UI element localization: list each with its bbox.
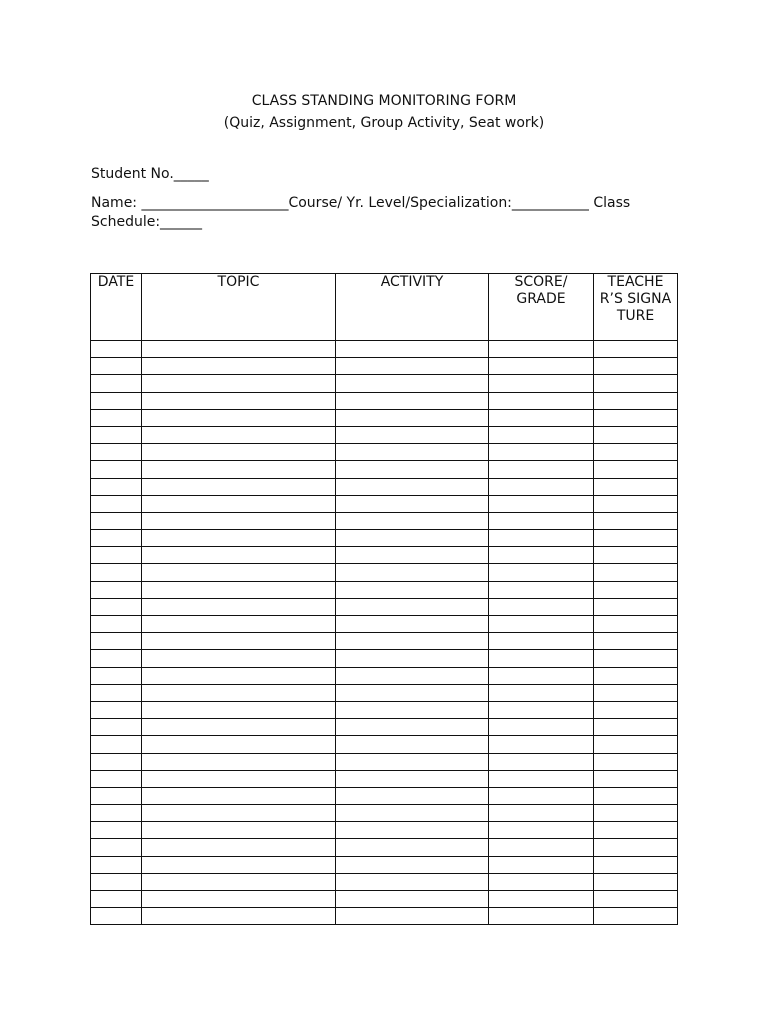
cell-activity[interactable] [336, 581, 489, 598]
cell-activity[interactable] [336, 478, 489, 495]
cell-teachers-signature[interactable] [594, 667, 678, 684]
table-row [91, 787, 678, 804]
cell-date[interactable] [91, 461, 142, 478]
cell-teachers-signature[interactable] [594, 891, 678, 908]
cell-date[interactable] [91, 358, 142, 375]
cell-score-grade[interactable] [489, 616, 594, 633]
cell-date[interactable] [91, 633, 142, 650]
cell-teachers-signature[interactable] [594, 805, 678, 822]
cell-date[interactable] [91, 873, 142, 890]
cell-teachers-signature[interactable] [594, 736, 678, 753]
table-row [91, 616, 678, 633]
cell-teachers-signature[interactable] [594, 581, 678, 598]
cell-score-grade[interactable] [489, 426, 594, 443]
cell-score-grade[interactable] [489, 805, 594, 822]
table-row [91, 444, 678, 461]
cell-score-grade[interactable] [489, 564, 594, 581]
cell-score-grade[interactable] [489, 341, 594, 358]
cell-topic[interactable] [142, 839, 336, 856]
cell-teachers-signature[interactable] [594, 375, 678, 392]
cell-date[interactable] [91, 719, 142, 736]
cell-date[interactable] [91, 392, 142, 409]
table-row [91, 701, 678, 718]
cell-score-grade[interactable] [489, 650, 594, 667]
form-title: CLASS STANDING MONITORING FORM [251, 93, 517, 109]
table-row [91, 891, 678, 908]
cell-activity[interactable] [336, 426, 489, 443]
cell-topic[interactable] [142, 564, 336, 581]
header-teachers-signature-label: TEACHER’S SIGNATURE [599, 274, 672, 324]
cell-teachers-signature[interactable] [594, 598, 678, 615]
cell-date[interactable] [91, 341, 142, 358]
cell-activity[interactable] [336, 375, 489, 392]
cell-activity[interactable] [336, 856, 489, 873]
table-row [91, 461, 678, 478]
cell-teachers-signature[interactable] [594, 856, 678, 873]
cell-date[interactable] [91, 684, 142, 701]
cell-teachers-signature[interactable] [594, 341, 678, 358]
cell-teachers-signature[interactable] [594, 426, 678, 443]
table-row [91, 633, 678, 650]
cell-topic[interactable] [142, 478, 336, 495]
cell-topic[interactable] [142, 598, 336, 615]
cell-topic[interactable] [142, 667, 336, 684]
cell-date[interactable] [91, 581, 142, 598]
cell-score-grade[interactable] [489, 822, 594, 839]
cell-date[interactable] [91, 616, 142, 633]
cell-score-grade[interactable] [489, 392, 594, 409]
cell-teachers-signature[interactable] [594, 719, 678, 736]
cell-topic[interactable] [142, 873, 336, 890]
table-body [91, 341, 678, 925]
cell-topic[interactable] [142, 495, 336, 512]
cell-date[interactable] [91, 856, 142, 873]
cell-teachers-signature[interactable] [594, 770, 678, 787]
cell-score-grade[interactable] [489, 530, 594, 547]
cell-teachers-signature[interactable] [594, 839, 678, 856]
header-score-grade [489, 274, 594, 341]
cell-teachers-signature[interactable] [594, 616, 678, 633]
cell-activity[interactable] [336, 409, 489, 426]
cell-score-grade[interactable] [489, 753, 594, 770]
table-row [91, 908, 678, 925]
cell-activity[interactable] [336, 684, 489, 701]
table-row [91, 409, 678, 426]
cell-activity[interactable] [336, 341, 489, 358]
cell-teachers-signature[interactable] [594, 701, 678, 718]
cell-teachers-signature[interactable] [594, 461, 678, 478]
cell-activity[interactable] [336, 822, 489, 839]
cell-score-grade[interactable] [489, 375, 594, 392]
cell-date[interactable] [91, 650, 142, 667]
cell-score-grade[interactable] [489, 461, 594, 478]
cell-activity[interactable] [336, 444, 489, 461]
cell-teachers-signature[interactable] [594, 478, 678, 495]
cell-activity[interactable] [336, 392, 489, 409]
cell-activity[interactable] [336, 701, 489, 718]
cell-activity[interactable] [336, 891, 489, 908]
cell-score-grade[interactable] [489, 581, 594, 598]
table-row [91, 770, 678, 787]
cell-score-grade[interactable] [489, 512, 594, 529]
table-row [91, 753, 678, 770]
cell-score-grade[interactable] [489, 478, 594, 495]
cell-topic[interactable] [142, 770, 336, 787]
cell-teachers-signature[interactable] [594, 684, 678, 701]
cell-topic[interactable] [142, 822, 336, 839]
cell-activity[interactable] [336, 908, 489, 925]
table-row [91, 530, 678, 547]
cell-topic[interactable] [142, 650, 336, 667]
cell-score-grade[interactable] [489, 891, 594, 908]
cell-topic[interactable] [142, 856, 336, 873]
cell-activity[interactable] [336, 787, 489, 804]
cell-topic[interactable] [142, 891, 336, 908]
cell-topic[interactable] [142, 736, 336, 753]
cell-score-grade[interactable] [489, 684, 594, 701]
cell-activity[interactable] [336, 616, 489, 633]
cell-date[interactable] [91, 444, 142, 461]
cell-date[interactable] [91, 598, 142, 615]
cell-activity[interactable] [336, 530, 489, 547]
cell-teachers-signature[interactable] [594, 495, 678, 512]
cell-teachers-signature[interactable] [594, 444, 678, 461]
table-row [91, 873, 678, 890]
cell-teachers-signature[interactable] [594, 633, 678, 650]
cell-score-grade[interactable] [489, 719, 594, 736]
cell-topic[interactable] [142, 392, 336, 409]
cell-topic[interactable] [142, 633, 336, 650]
cell-score-grade[interactable] [489, 701, 594, 718]
cell-date[interactable] [91, 512, 142, 529]
cell-topic[interactable] [142, 787, 336, 804]
cell-date[interactable] [91, 426, 142, 443]
header-score-grade-label: SCORE/ GRADE [514, 274, 568, 307]
monitoring-table [90, 273, 678, 925]
cell-activity[interactable] [336, 495, 489, 512]
header-activity [336, 274, 489, 341]
cell-date[interactable] [91, 736, 142, 753]
cell-score-grade[interactable] [489, 598, 594, 615]
cell-teachers-signature[interactable] [594, 392, 678, 409]
table-row [91, 598, 678, 615]
cell-teachers-signature[interactable] [594, 530, 678, 547]
cell-date[interactable] [91, 822, 142, 839]
cell-topic[interactable] [142, 512, 336, 529]
cell-score-grade[interactable] [489, 736, 594, 753]
cell-activity[interactable] [336, 358, 489, 375]
cell-activity[interactable] [336, 667, 489, 684]
cell-score-grade[interactable] [489, 358, 594, 375]
header-topic-label: TOPIC [217, 274, 260, 290]
cell-topic[interactable] [142, 444, 336, 461]
cell-activity[interactable] [336, 873, 489, 890]
table-row [91, 512, 678, 529]
cell-activity[interactable] [336, 547, 489, 564]
cell-activity[interactable] [336, 598, 489, 615]
cell-score-grade[interactable] [489, 839, 594, 856]
cell-activity[interactable] [336, 736, 489, 753]
cell-date[interactable] [91, 770, 142, 787]
cell-topic[interactable] [142, 719, 336, 736]
cell-date[interactable] [91, 839, 142, 856]
table-row [91, 822, 678, 839]
cell-score-grade[interactable] [489, 770, 594, 787]
table-row [91, 495, 678, 512]
table-row [91, 547, 678, 564]
cell-topic[interactable] [142, 805, 336, 822]
table-row [91, 581, 678, 598]
cell-topic[interactable] [142, 547, 336, 564]
cell-activity[interactable] [336, 719, 489, 736]
cell-teachers-signature[interactable] [594, 908, 678, 925]
cell-date[interactable] [91, 547, 142, 564]
table-row [91, 805, 678, 822]
cell-teachers-signature[interactable] [594, 650, 678, 667]
table-row [91, 856, 678, 873]
table-row [91, 650, 678, 667]
cell-topic[interactable] [142, 426, 336, 443]
cell-activity[interactable] [336, 564, 489, 581]
cell-teachers-signature[interactable] [594, 512, 678, 529]
cell-teachers-signature[interactable] [594, 547, 678, 564]
cell-activity[interactable] [336, 839, 489, 856]
cell-date[interactable] [91, 805, 142, 822]
table-row [91, 839, 678, 856]
cell-topic[interactable] [142, 581, 336, 598]
cell-score-grade[interactable] [489, 444, 594, 461]
table-row [91, 426, 678, 443]
cell-topic[interactable] [142, 701, 336, 718]
header-teachers-signature [594, 274, 678, 341]
cell-teachers-signature[interactable] [594, 787, 678, 804]
cell-activity[interactable] [336, 461, 489, 478]
cell-activity[interactable] [336, 770, 489, 787]
table-row [91, 375, 678, 392]
table-row [91, 736, 678, 753]
cell-score-grade[interactable] [489, 633, 594, 650]
cell-topic[interactable] [142, 358, 336, 375]
schedule-field[interactable]: Schedule:______ [91, 214, 203, 230]
cell-date[interactable] [91, 701, 142, 718]
header-date-label: DATE [97, 274, 135, 290]
cell-score-grade[interactable] [489, 908, 594, 925]
table-row [91, 341, 678, 358]
cell-topic[interactable] [142, 684, 336, 701]
table-header-row [91, 274, 678, 341]
student-no-field[interactable]: Student No._____ [91, 166, 209, 182]
table-row [91, 667, 678, 684]
cell-date[interactable] [91, 753, 142, 770]
cell-topic[interactable] [142, 409, 336, 426]
cell-date[interactable] [91, 530, 142, 547]
cell-activity[interactable] [336, 805, 489, 822]
cell-date[interactable] [91, 667, 142, 684]
cell-teachers-signature[interactable] [594, 822, 678, 839]
cell-teachers-signature[interactable] [594, 873, 678, 890]
table-row [91, 684, 678, 701]
cell-score-grade[interactable] [489, 873, 594, 890]
cell-date[interactable] [91, 891, 142, 908]
name-course-field[interactable]: Name: _____________________Course/ Yr. Level/Specialization:___________ Class [91, 195, 631, 211]
cell-date[interactable] [91, 409, 142, 426]
table-row [91, 478, 678, 495]
cell-score-grade[interactable] [489, 667, 594, 684]
cell-topic[interactable] [142, 375, 336, 392]
cell-topic[interactable] [142, 530, 336, 547]
header-topic [142, 274, 336, 341]
cell-topic[interactable] [142, 461, 336, 478]
cell-score-grade[interactable] [489, 409, 594, 426]
cell-score-grade[interactable] [489, 856, 594, 873]
cell-teachers-signature[interactable] [594, 564, 678, 581]
cell-date[interactable] [91, 787, 142, 804]
cell-date[interactable] [91, 495, 142, 512]
cell-score-grade[interactable] [489, 495, 594, 512]
cell-topic[interactable] [142, 908, 336, 925]
table-row [91, 564, 678, 581]
cell-topic[interactable] [142, 616, 336, 633]
cell-topic[interactable] [142, 341, 336, 358]
table-row [91, 392, 678, 409]
cell-topic[interactable] [142, 753, 336, 770]
table-row [91, 358, 678, 375]
cell-date[interactable] [91, 375, 142, 392]
cell-score-grade[interactable] [489, 547, 594, 564]
cell-teachers-signature[interactable] [594, 753, 678, 770]
cell-date[interactable] [91, 478, 142, 495]
cell-activity[interactable] [336, 512, 489, 529]
cell-teachers-signature[interactable] [594, 358, 678, 375]
cell-activity[interactable] [336, 633, 489, 650]
cell-activity[interactable] [336, 753, 489, 770]
cell-teachers-signature[interactable] [594, 409, 678, 426]
header-date [91, 274, 142, 341]
form-subtitle: (Quiz, Assignment, Group Activity, Seat work) [223, 115, 545, 131]
cell-date[interactable] [91, 564, 142, 581]
cell-activity[interactable] [336, 650, 489, 667]
header-activity-label: ACTIVITY [380, 274, 444, 290]
table-row [91, 719, 678, 736]
cell-score-grade[interactable] [489, 787, 594, 804]
cell-date[interactable] [91, 908, 142, 925]
